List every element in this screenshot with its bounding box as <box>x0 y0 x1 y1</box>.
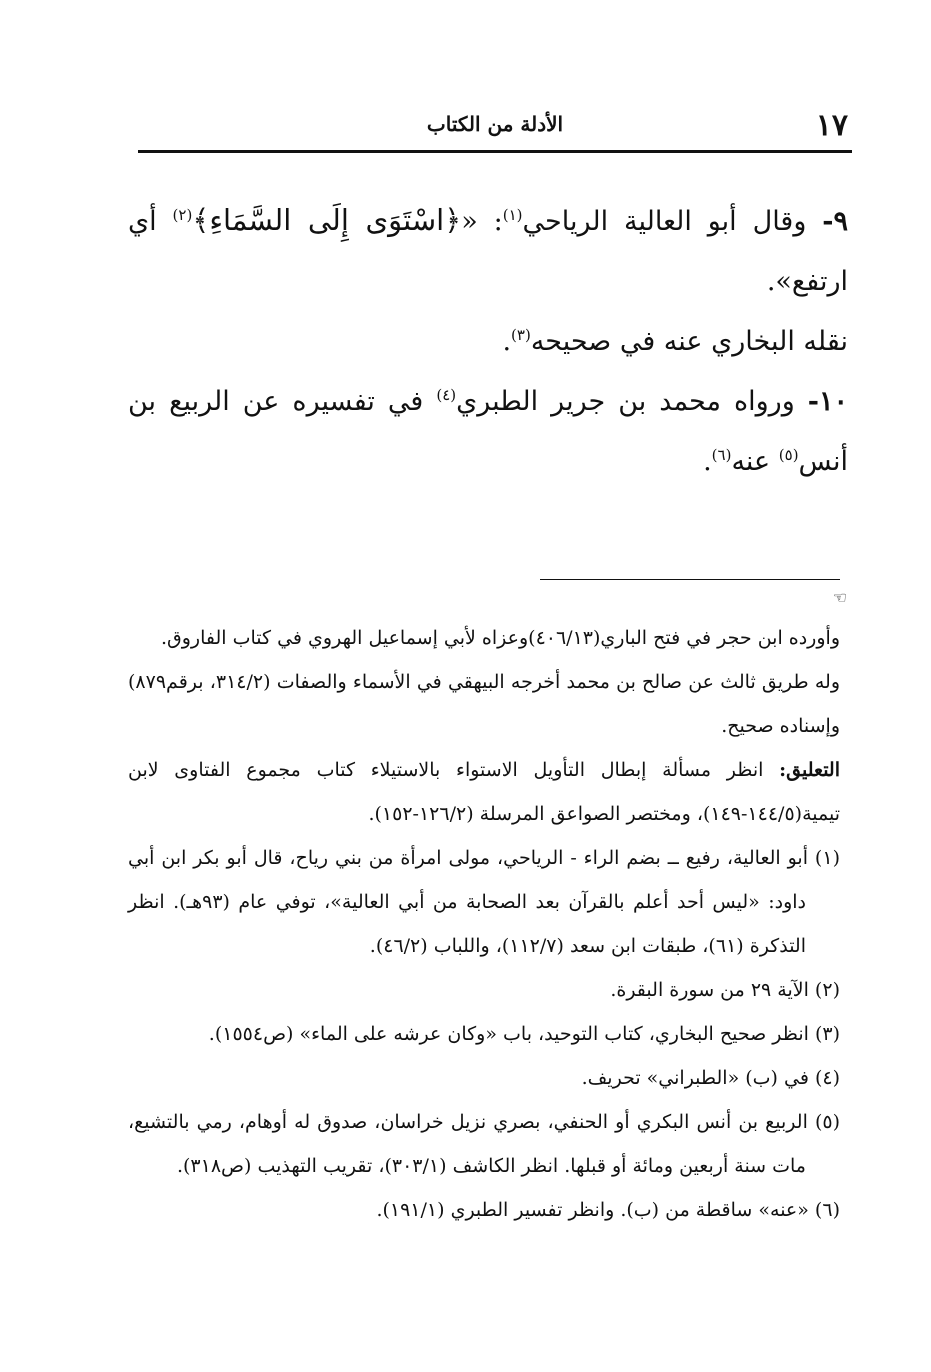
footnote-continuation: وله طريق ثالث عن صالح بن محمد أخرجه البيهقي في الأسماء والصفات (٣١٤/٢، برقم٨٧٩) وإسناده صحيح. <box>128 671 841 737</box>
commentary <box>128 748 840 836</box>
footnote-3: (٣) انظر صحيح البخاري، كتاب التوحيد، باب «وكان عرشه على الماء» (ص١٥٥٤). <box>208 1023 840 1045</box>
page-number: ١٧ <box>815 108 848 143</box>
pointing-hand-icon: ☜ <box>832 588 847 607</box>
paragraph-text: نقله البخاري عنه في صحيحه <box>530 326 848 357</box>
page-header <box>138 108 852 148</box>
paragraph-text: في تفسيره عن الربيع بن أنس <box>128 386 848 477</box>
header-rule <box>138 150 852 153</box>
commentary-label: التعليق: <box>779 759 840 781</box>
footnote-continuation: وأورده ابن حجر في فتح الباري(٤٠٦/١٣)وعزاه لأبي إسماعيل الهروي في كتاب الفاروق. <box>160 627 840 649</box>
paragraph-text: . <box>703 446 712 477</box>
paragraph-text: . <box>502 326 512 357</box>
footnote-separator <box>540 579 840 580</box>
footnote-5: (٥) الربيع بن أنس البكري أو الحنفي، بصري نزيل خراسان، صدوق له أوهام، رمي بالتشيع، مات سنة أربعين ومائة أو قبلها. انظر الكاشف (٣٠٣/١)، تقريب التهذيب (ص٣١٨). <box>128 1111 840 1177</box>
footnote-ref: (١) <box>502 206 523 224</box>
running-title: الأدلة من الكتاب <box>426 112 564 136</box>
footnote-ref: (٢) <box>172 206 193 224</box>
paragraph-text: أي ارتفع». <box>128 206 848 297</box>
paragraph-text: وقال أبو العالية الرياحي <box>522 206 823 237</box>
paragraph-9-source <box>128 312 848 372</box>
footnote-1: (١) أبو العالية، رفيع ــ بضم الراء - الرياحي، مولى امرأة من بني رياح، قال أبو بكر ابن أبي داود: «ليس أحد أعلم بالقرآن بعد الصحابة من أبي العالية»، توفي عام (٩٣هـ). انظر التذكرة (٦١)، طبقات ابن سعد (١١٢/٧)، واللباب (٤٦/٢). <box>128 847 840 957</box>
item-number: ٩- <box>822 206 848 237</box>
footnote-ref: (٥) <box>778 446 799 464</box>
paragraph-text: ورواه محمد بن جرير الطبري <box>456 386 808 417</box>
paragraph-text: : « <box>461 206 503 237</box>
paragraph-text: عنه <box>731 446 779 477</box>
footnotes <box>128 616 840 1232</box>
footnote-4: (٤) في (ب) «الطبراني» تحريف. <box>581 1067 840 1089</box>
commentary-text: انظر مسألة إبطال التأويل الاستواء بالاستيلاء كتاب مجموع الفتاوى لابن تيمية(١٤٤/٥-١٤٩)، ومختصر الصواعق المرسلة (١٢٦/٢-١٥٢). <box>128 759 840 825</box>
main-text <box>128 190 848 492</box>
footnote-6: (٦) «عنه» ساقطة من (ب). وانظر تفسير الطبري (١٩١/١). <box>376 1199 840 1221</box>
footnote-ref: (٤) <box>436 386 457 404</box>
paragraph-9 <box>128 190 848 312</box>
footnote-ref: (٦) <box>711 446 732 464</box>
paragraph-10 <box>128 372 848 492</box>
footnote-ref: (٣) <box>511 326 531 344</box>
quran-verse: ﴿اسْتَوَى إِلَى السَّمَاءِ﴾ <box>192 203 462 237</box>
item-number: ١٠- <box>807 386 848 417</box>
footnote-2: (٢) الآية ٢٩ من سورة البقرة. <box>610 979 840 1001</box>
